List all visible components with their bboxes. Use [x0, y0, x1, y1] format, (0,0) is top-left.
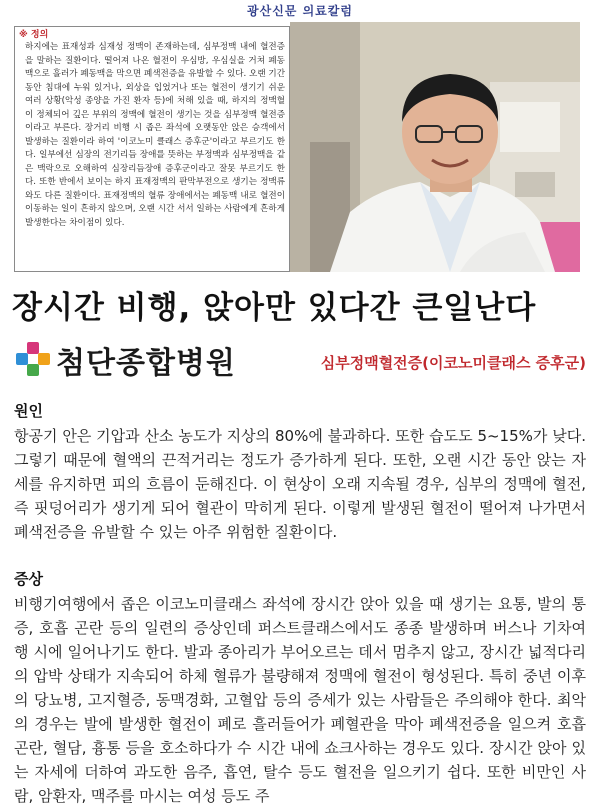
definition-title: ※ 정의	[19, 30, 49, 40]
section-heading-symptom: 증상	[14, 570, 43, 588]
doctor-photo-illustration	[290, 22, 580, 272]
hospital-logo-row	[16, 340, 586, 380]
definition-text: 하지에는 표재성과 심재성 정맥이 존재하는데, 심부정맥 내에 혈전증을 말하는 질환이다. 떨어져 나온 혈전이 우심방, 우심실을 거쳐 폐동맥으로 흘러가 폐동맥을 막으면 폐색전증을 유발할 수 있다. 오랜 기간 동안 침대에 누워 있거나, 외상을 입었거나 또는 혈전이 생기기 쉬운 여러 상황(악성 종양을 가진 환자 등)에 처해 있을 때, 하지의 정맥혈이 정체되어 깊은 부위의 정맥에 혈전이 생기는 것을 심부정맥 혈전증이라고 부른다. 장거리 비행 시 좁은 좌석에 오랫동안 앉은 승객에서 발생하는 질환이라 하여 '이코노미 클래스 증후군'이라고 부르기도 한다. 일부에선 심장의 전기리듬 장애를 뜻하는 부정맥과 심부정맥을 같은 맥락으로 오해하여 심장리듬장애 증후군이라고 잘못 부르기도 한다. 또한 반에서 보이는 하지 표재정맥의 판막부전으로 생기는 정맥류와도 다른 질환이다. 표재정맥의 혈류 장애에서는 폐동맥 내로 혈전이 이동하는 일이 흔하지 않으며, 오랜 시간 서서 일하는 사람에게 흔하게 발생한다는 차이점이 있다.	[25, 42, 285, 228]
doctor-photo	[290, 22, 580, 272]
hospital-logo-icon	[16, 342, 50, 376]
headline: 장시간 비행, 앉아만 있다간 큰일난다	[12, 290, 537, 326]
column-caption: 광산신문 의료칼럼	[247, 4, 353, 18]
section-body-symptom: 비행기여행에서 좁은 이코노미클래스 좌석에 장시간 앉아 있을 때 생기는 요통, 발의 통증, 호흡 곤란 등의 일련의 증상인데 퍼스트클래스에서도 종종 발생하며 버스나 기차여행 시에 일어나기도 한다. 발과 종아리가 부어오르는 데서 멈추지 않고, 장시간 넓적다리의 압박 상태가 지속되어 하체 혈류가 불량해져 정맥에 혈전이 형성된다. 특히 중년 이후의 당뇨병, 고지혈증, 동맥경화, 고혈압 등의 증세가 있는 사람들은 주의해야 한다. 최악의 경우는 발에 발생한 혈전이 폐로 흘러들어가 폐혈관을 막아 폐색전증을 일으켜 호흡 곤란, 혈담, 흉통 등을 호소하다가 수 시간 내에 쇼크사하는 경우도 있다. 장시간 앉아 있는 자세에 더하여 과도한 음주, 흡연, 탈수 등도 혈전을 일으키기 쉽다. 또한 비만인 사람, 암환자, 맥주를 마시는 여성 등도 주	[14, 595, 586, 805]
definition-box	[14, 26, 290, 272]
hospital-name: 첨단종합병원	[56, 346, 236, 381]
section-heading-cause: 원인	[14, 402, 43, 420]
disease-name: 심부정맥혈전증(이코노미클래스 증후군)	[320, 354, 586, 372]
section-body-cause: 항공기 안은 기압과 산소 농도가 지상의 80%에 불과하다. 또한 습도도 5~15%가 낮다. 그렇기 때문에 혈액의 끈적거리는 정도가 증가하게 된다. 또한, 오랜 시간 동안 앉는 자세를 유지하면 피의 흐름이 둔해진다. 이 현상이 오래 지속될 경우, 심부의 정맥에 혈전, 즉 핏덩어리가 생기게 되어 혈관이 막히게 된다. 이렇게 발생된 혈전이 떨어져 나가면서 폐색전증을 유발할 수 있는 아주 위험한 질환이다.	[14, 427, 586, 541]
